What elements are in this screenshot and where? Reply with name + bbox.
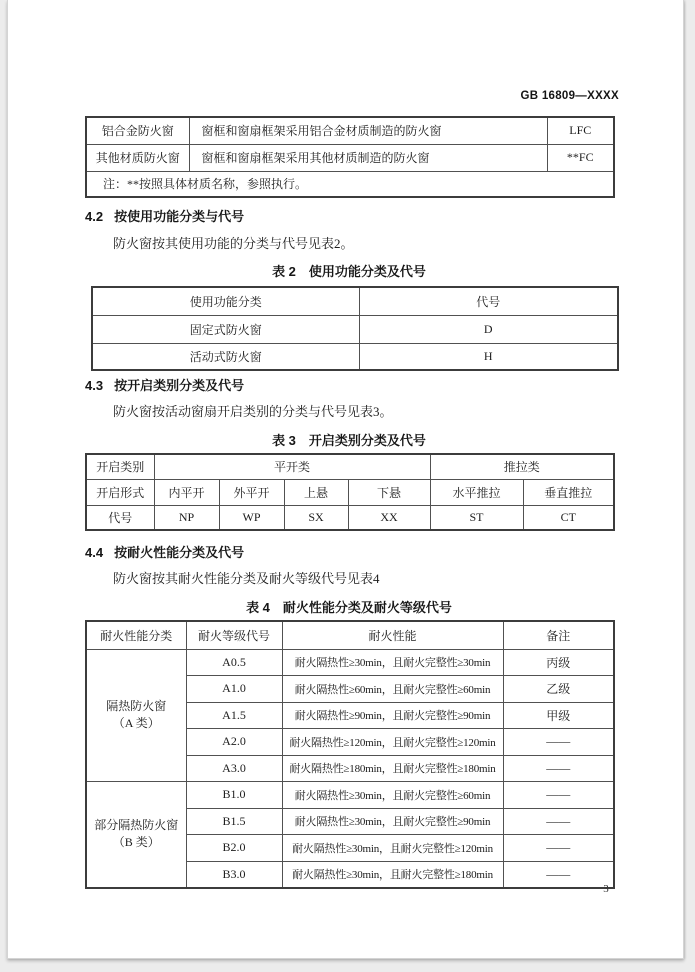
table-cell: H [359, 343, 618, 370]
fire-resistance-table [85, 620, 615, 889]
table-cell: 耐火隔热性≥90min，且耐火完整性≥90min [282, 702, 503, 729]
caption-number: 表 4 [246, 600, 270, 615]
table-cell: B1.5 [186, 808, 282, 835]
table-row [86, 454, 614, 479]
category-cell [86, 782, 186, 888]
material-classification-table [85, 116, 615, 198]
section-number: 4.4 [85, 545, 104, 560]
table-cell: —— [503, 729, 614, 756]
table-cell: B3.0 [186, 861, 282, 888]
table-cell: 垂直推拉 [523, 479, 614, 505]
table-header-cell: 使用功能分类 [92, 287, 359, 315]
section-heading-4-2 [85, 209, 244, 224]
table-cell: XX [348, 505, 430, 530]
table-cell: —— [503, 808, 614, 835]
table-cell: 外平开 [219, 479, 284, 505]
table-cell: 上悬 [284, 479, 348, 505]
table-4-caption [85, 597, 613, 616]
table-cell: 耐火隔热性≥60min，且耐火完整性≥60min [282, 676, 503, 703]
document-page [7, 0, 684, 959]
table-cell: 水平推拉 [430, 479, 523, 505]
table-cell: 耐火隔热性≥30min，且耐火完整性≥90min [282, 808, 503, 835]
table-header-cell: 代号 [86, 505, 154, 530]
table-cell: 耐火隔热性≥30min，且耐火完整性≥180min [282, 861, 503, 888]
table-header-row [92, 287, 618, 315]
paragraph-4-3: 防火窗按活动窗扇开启类别的分类与代号见表3。 [113, 404, 393, 419]
table-cell: 丙级 [503, 649, 614, 676]
table-cell: —— [503, 835, 614, 862]
table-cell: 内平开 [154, 479, 219, 505]
table-header-cell: 耐火性能分类 [86, 621, 186, 649]
table-cell: 下悬 [348, 479, 430, 505]
table-header-cell: 备注 [503, 621, 614, 649]
table-row [86, 782, 614, 809]
table-row [86, 649, 614, 676]
table-cell: 窗框和窗扇框架采用铝合金材质制造的防火窗 [189, 117, 547, 144]
table-header-cell: 耐火性能 [282, 621, 503, 649]
table-cell: B2.0 [186, 835, 282, 862]
opening-type-table [85, 453, 615, 531]
table-cell: 活动式防火窗 [92, 343, 359, 370]
section-heading-4-3 [85, 378, 244, 393]
usage-function-table [91, 286, 619, 371]
table-cell: 铝合金防火窗 [86, 117, 189, 144]
section-title: 按开启类别分类及代号 [114, 378, 245, 393]
table-cell: SX [284, 505, 348, 530]
section-number: 4.3 [85, 378, 104, 393]
table-cell: 耐火隔热性≥30min，且耐火完整性≥30min [282, 649, 503, 676]
table-header-cell: 耐火等级代号 [186, 621, 282, 649]
category-class: （B 类） [112, 835, 160, 850]
table-cell: LFC [547, 117, 614, 144]
table-cell: 耐火隔热性≥120min，且耐火完整性≥120min [282, 729, 503, 756]
doc-standard-code: GB 16809—XXXX [520, 90, 619, 102]
table-note: 注：**按照具体材质名称，参照执行。 [86, 171, 614, 197]
table-cell: A3.0 [186, 755, 282, 782]
caption-number: 表 3 [272, 433, 296, 448]
table-cell: CT [523, 505, 614, 530]
table-header-cell: 开启类别 [86, 454, 154, 479]
table-cell: 窗框和窗扇框架采用其他材质制造的防火窗 [189, 144, 547, 171]
table-cell: A0.5 [186, 649, 282, 676]
table-cell: WP [219, 505, 284, 530]
table-cell: 耐火隔热性≥30min，且耐火完整性≥120min [282, 835, 503, 862]
table-header-cell: 代号 [359, 287, 618, 315]
table-cell: 甲级 [503, 702, 614, 729]
section-title: 按使用功能分类与代号 [114, 209, 245, 224]
table-3-caption [85, 430, 613, 449]
caption-title: 耐火性能分类及耐火等级代号 [282, 600, 452, 615]
table-cell: A1.0 [186, 676, 282, 703]
section-title: 按耐火性能分类及代号 [114, 545, 245, 560]
category-class: （A 类） [112, 716, 160, 731]
table-cell: 固定式防火窗 [92, 315, 359, 343]
caption-title: 使用功能分类及代号 [308, 264, 426, 279]
table-cell: 其他材质防火窗 [86, 144, 189, 171]
table-cell: B1.0 [186, 782, 282, 809]
table-row [92, 343, 618, 370]
table-cell: 耐火隔热性≥30min，且耐火完整性≥60min [282, 782, 503, 809]
table-cell: **FC [547, 144, 614, 171]
paragraph-4-4: 防火窗按其耐火性能分类及耐火等级代号见表4 [113, 571, 380, 586]
table-row [86, 479, 614, 505]
table-row [86, 171, 614, 197]
table-cell: ST [430, 505, 523, 530]
table-row [92, 315, 618, 343]
section-number: 4.2 [85, 209, 104, 224]
table-cell: 耐火隔热性≥180min，且耐火完整性≥180min [282, 755, 503, 782]
table-cell: 乙级 [503, 676, 614, 703]
table-cell: —— [503, 755, 614, 782]
paragraph-4-2: 防火窗按其使用功能的分类与代号见表2。 [113, 236, 354, 251]
table-cell: D [359, 315, 618, 343]
table-cell: A2.0 [186, 729, 282, 756]
caption-title: 开启类别分类及代号 [308, 433, 426, 448]
caption-number: 表 2 [272, 264, 296, 279]
page-number: 3 [603, 883, 609, 895]
table-row [86, 505, 614, 530]
table-row [86, 144, 614, 171]
section-heading-4-4 [85, 545, 244, 560]
table-cell: A1.5 [186, 702, 282, 729]
table-row [86, 117, 614, 144]
table-cell: —— [503, 861, 614, 888]
category-name: 部分隔热防火窗 [94, 818, 179, 833]
table-cell: —— [503, 782, 614, 809]
category-name: 隔热防火窗 [106, 699, 167, 714]
table-2-caption [85, 261, 613, 280]
table-cell: NP [154, 505, 219, 530]
table-group-cell: 推拉类 [430, 454, 614, 479]
category-cell [86, 649, 186, 782]
table-header-row [86, 621, 614, 649]
table-header-cell: 开启形式 [86, 479, 154, 505]
table-group-cell: 平开类 [154, 454, 430, 479]
